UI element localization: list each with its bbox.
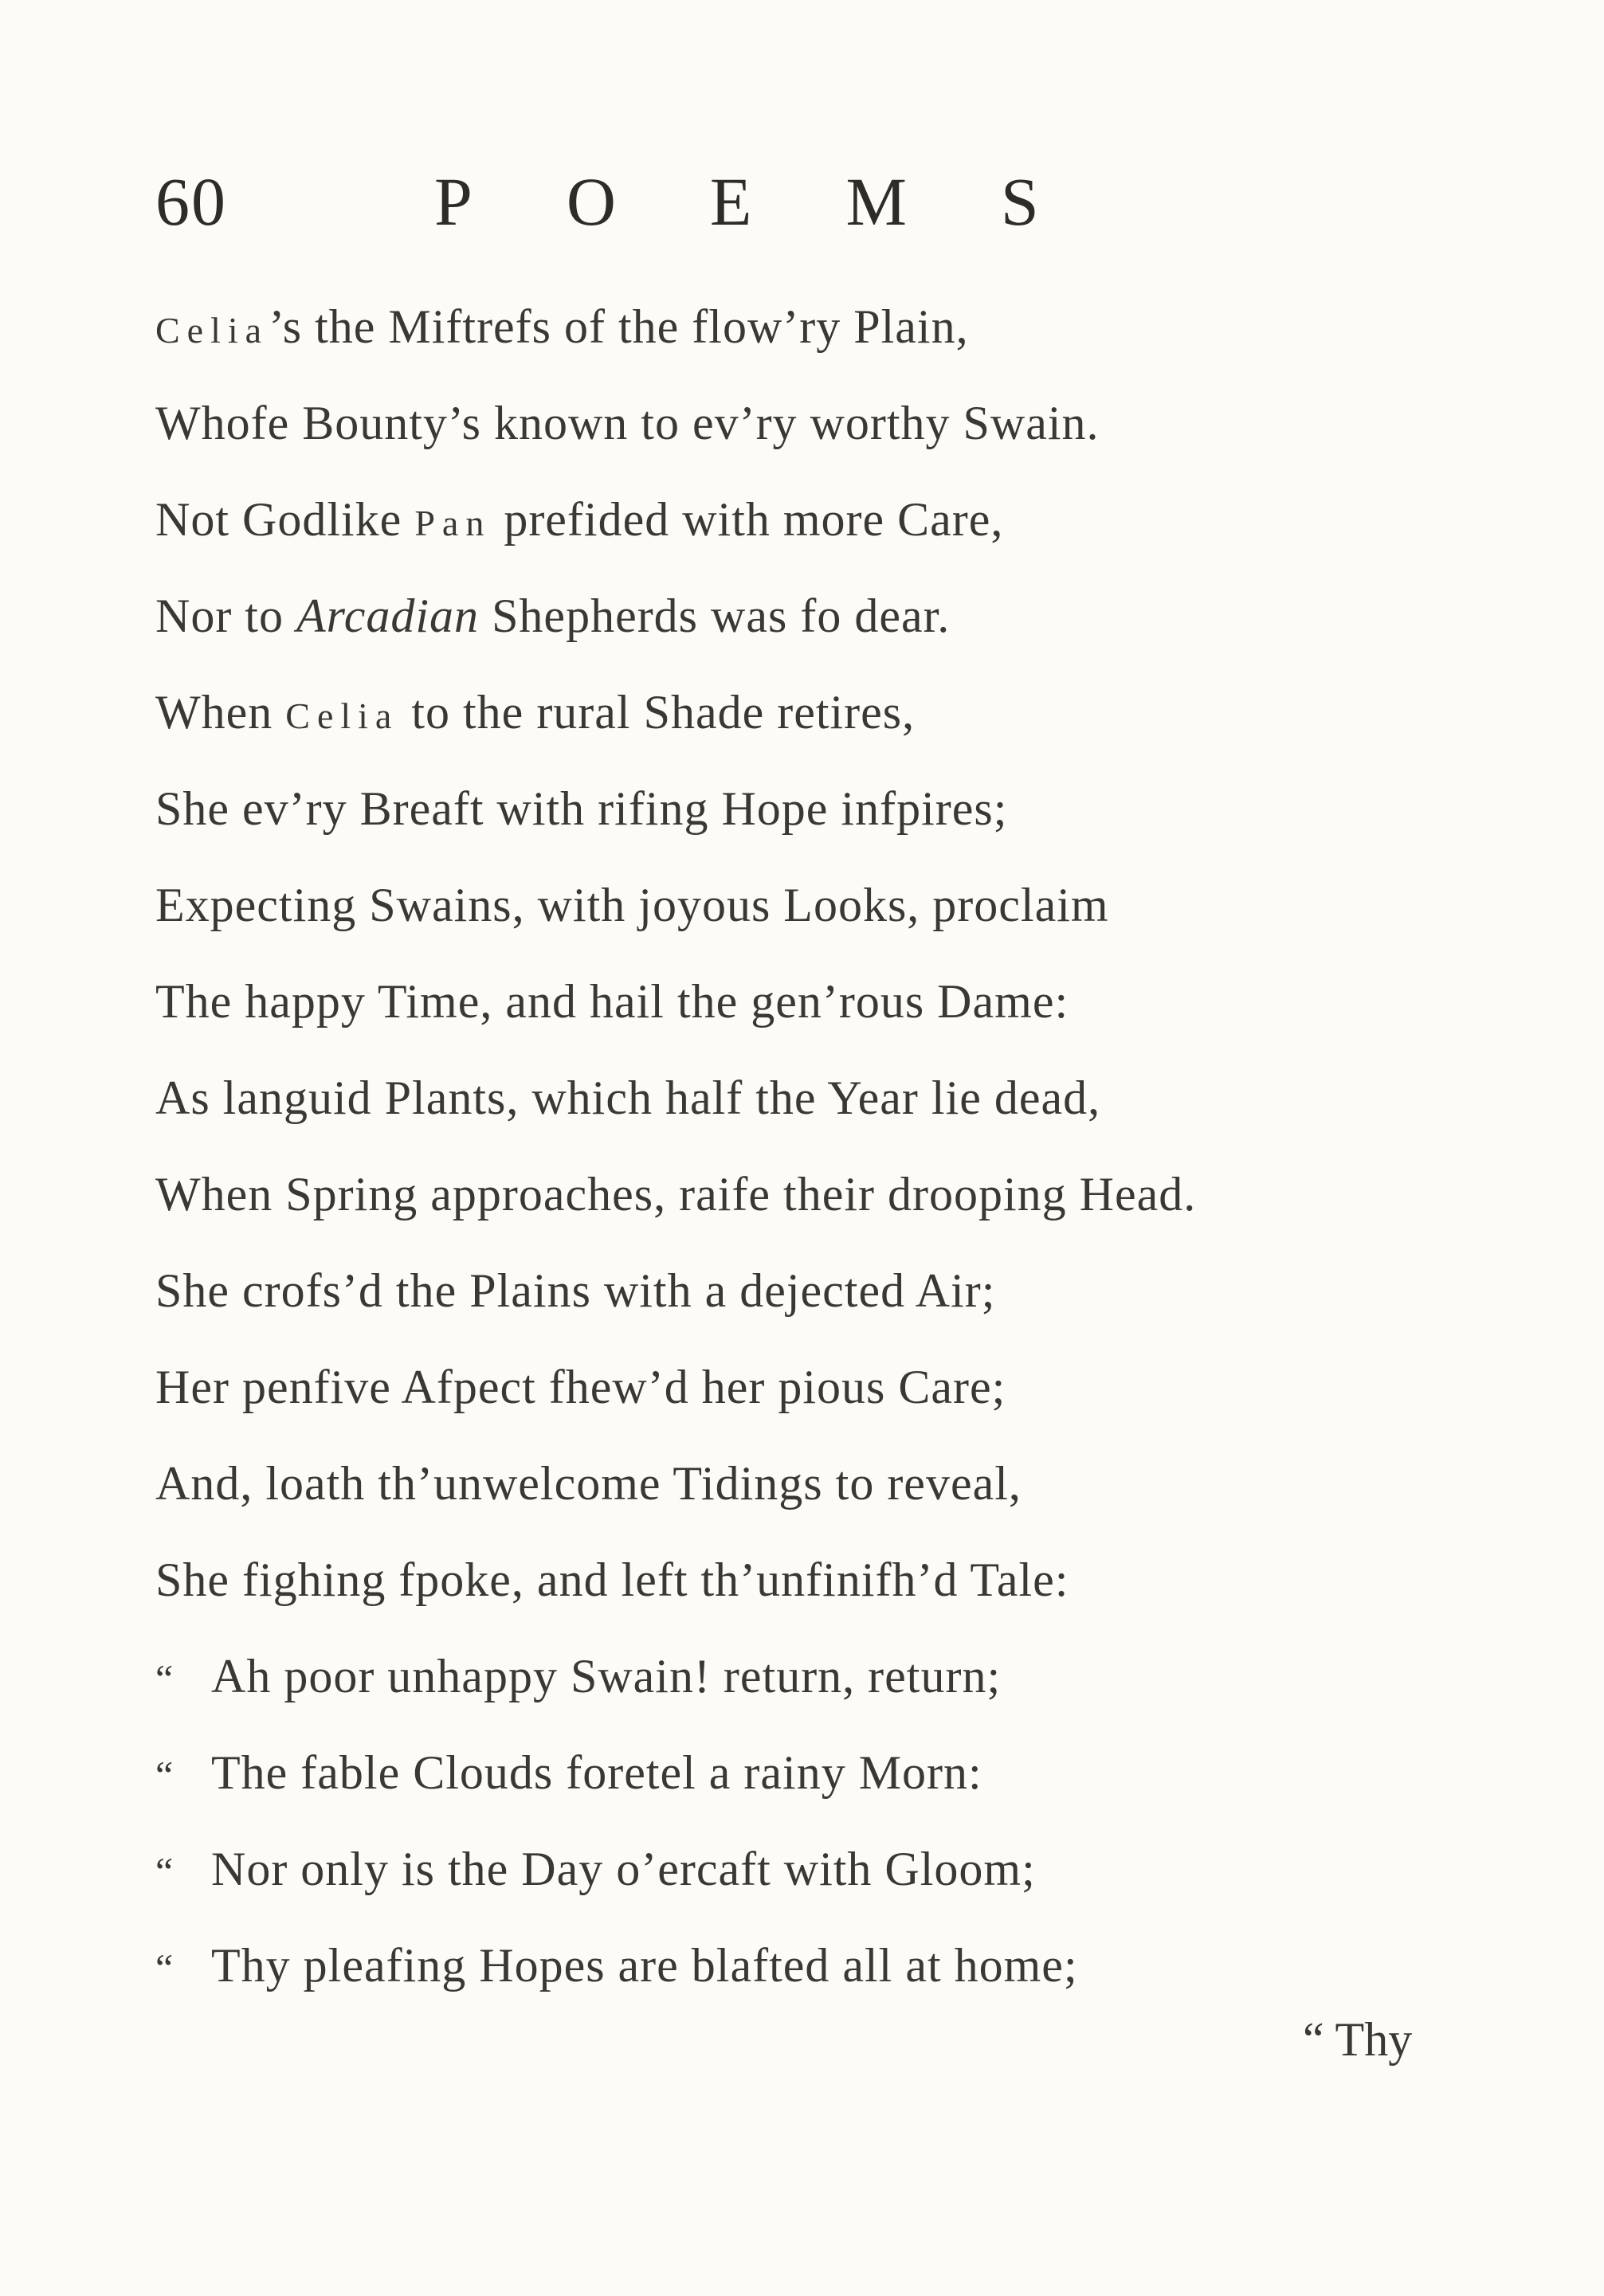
poem-line-18: “ Thy pleafing Hopes are blafted all at home; (155, 1939, 1078, 1992)
small-caps-name: Celia (155, 310, 269, 351)
page-number: 60 (155, 163, 227, 240)
italic-place-name: Arcadian (296, 590, 480, 642)
poem-line-8: The happy Time, and hail the gen’rous Dame: (155, 975, 1069, 1028)
catchword: “ Thy (1303, 2013, 1413, 2066)
poem-line-15: “ Ah poor unhappy Swain! return, return; (155, 1650, 1002, 1702)
quote-mark: “ (155, 1945, 175, 1990)
poem-line-3: Not Godlike Pan prefided with more Care, (155, 493, 1004, 546)
small-caps-name: Pan (414, 503, 492, 543)
poem-line-10: When Spring approaches, raife their drooping Head. (155, 1168, 1197, 1220)
poem-line-6: She ev’ry Breaft with rifing Hope infpires; (155, 782, 1008, 835)
small-caps-name: Celia (285, 695, 399, 736)
quote-mark: “ (155, 1753, 175, 1797)
poem-line-5: When Celia to the rural Shade retires, (155, 686, 916, 739)
quote-mark: “ (155, 1849, 175, 1894)
poem-line-11: She crofs’d the Plains with a dejected Air; (155, 1264, 996, 1317)
poem-line-4: Nor to Arcadian Shepherds was fo dear. (155, 590, 951, 642)
poem-line-2: Whofe Bounty’s known to ev’ry worthy Swain. (155, 397, 1100, 449)
poem-line-12: Her penfive Afpect fhew’d her pious Care; (155, 1361, 1006, 1413)
poem-line-14: She fighing fpoke, and left th’unfinifh’d Tale: (155, 1554, 1069, 1606)
poem-line-9: As languid Plants, which half the Year lie dead, (155, 1072, 1101, 1124)
running-head: POEMS (434, 163, 1133, 240)
poem-line-13: And, loath th’unwelcome Tidings to reveal, (155, 1457, 1022, 1510)
poem-line-1: Celia’s the Miftrefs of the flow’ry Plain, (155, 300, 969, 353)
poem-line-7: Expecting Swains, with joyous Looks, proclaim (155, 879, 1109, 931)
poem-line-16: “ The fable Clouds foretel a rainy Morn: (155, 1746, 982, 1799)
quote-mark: “ (155, 1656, 175, 1701)
poem-line-17: “ Nor only is the Day o’ercaft with Gloom; (155, 1843, 1036, 1895)
